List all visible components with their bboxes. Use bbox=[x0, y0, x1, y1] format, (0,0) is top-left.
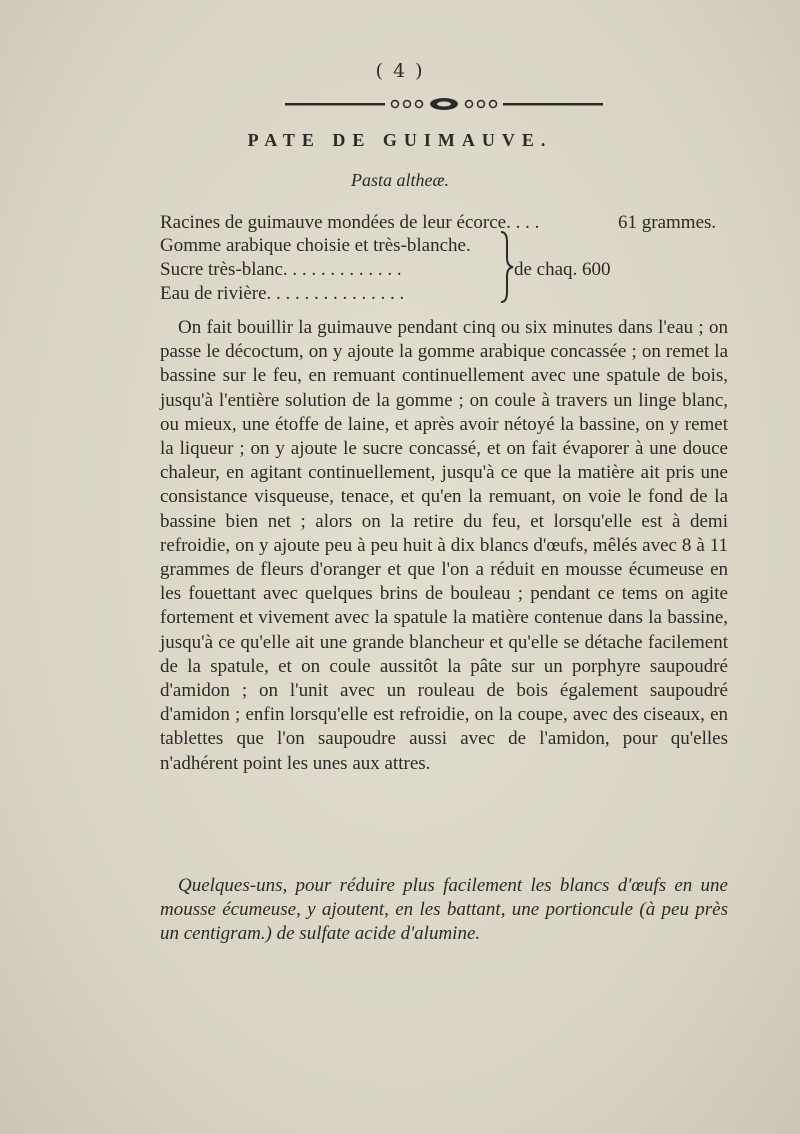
ingredient-line: Racines de guimauve mondées de leur écorce. . . . bbox=[160, 212, 540, 233]
ornament-divider bbox=[285, 97, 603, 111]
note-paragraph: Quelques-uns, pour réduire plus facilement les blancs d'œufs en une mousse écumeuse, y ajoutent, en les battant, une portioncule (à peu près un centigram.) de sulfate acide d'alumine. bbox=[160, 875, 728, 944]
curly-brace-icon bbox=[498, 230, 514, 304]
ingredient-quantity: 61 grammes. bbox=[618, 212, 717, 233]
ingredient-line: Eau de rivière. . . . . . . . . . . . . . . bbox=[160, 283, 405, 304]
ingredient-line: Sucre très-blanc. . . . . . . . . . . . . bbox=[160, 259, 402, 280]
recipe-title: PATE DE GUIMAUVE. bbox=[247, 130, 553, 150]
ingredient-line: Gomme arabique choisie et très-blanche. bbox=[160, 235, 471, 256]
shared-quantity: de chaq. 600 bbox=[514, 259, 611, 280]
instructions-paragraph: On fait bouillir la guimauve pendant cinq ou six minutes dans l'eau ; on passe le décoctum, on y ajoute la gomme arabique concassée ; on remet la bassine sur le feu, en remuant continuellement avec une spatule de bois, jusqu'à l'entière solution de la gomme ; on coule à travers un linge blanc, ou mieux, une étoffe de laine, et après avoir nétoyé la bassine, on y remet la liqueur ; on y ajoute le sucre concassé, et on fait évaporer à une douce chaleur, en agitant continuellement, jusqu'à ce que la matière ait pris une consistance visqueuse, tenace, et qu'en la remuant, on voie le fond de la bassine bien net ; alors on la retire du feu, et lorsqu'elle est à demi refroidie, on y ajoute peu à peu huit à dix blancs d'œufs, mêlés avec 8 à 11 grammes de fleurs d'oranger et que l'on a réduit en mousse écumeuse en les fouettant avec quelques brins de bouleau ; pendant ce tems on agite fortement et vivement avec la spatule la matière contenue dans la bassine, jusqu'à ce qu'elle ait une grande blancheur et qu'elle se détache facilement de la spatule, et on coule aussitôt la pâte sur un porphyre saupoudré d'amidon ; on l'unit avec un rouleau de bois également saupoudré d'amidon ; enfin lorsqu'elle est refroidie, on la coupe, avec des ciseaux, en tablettes que l'on saupoudre aussi avec de l'amidon, pour qu'elles n'adhérent point les unes aux attres. bbox=[160, 317, 728, 774]
page-number: ( 4 ) bbox=[375, 60, 425, 82]
recipe-latin-name: Pasta altheæ. bbox=[351, 170, 449, 190]
